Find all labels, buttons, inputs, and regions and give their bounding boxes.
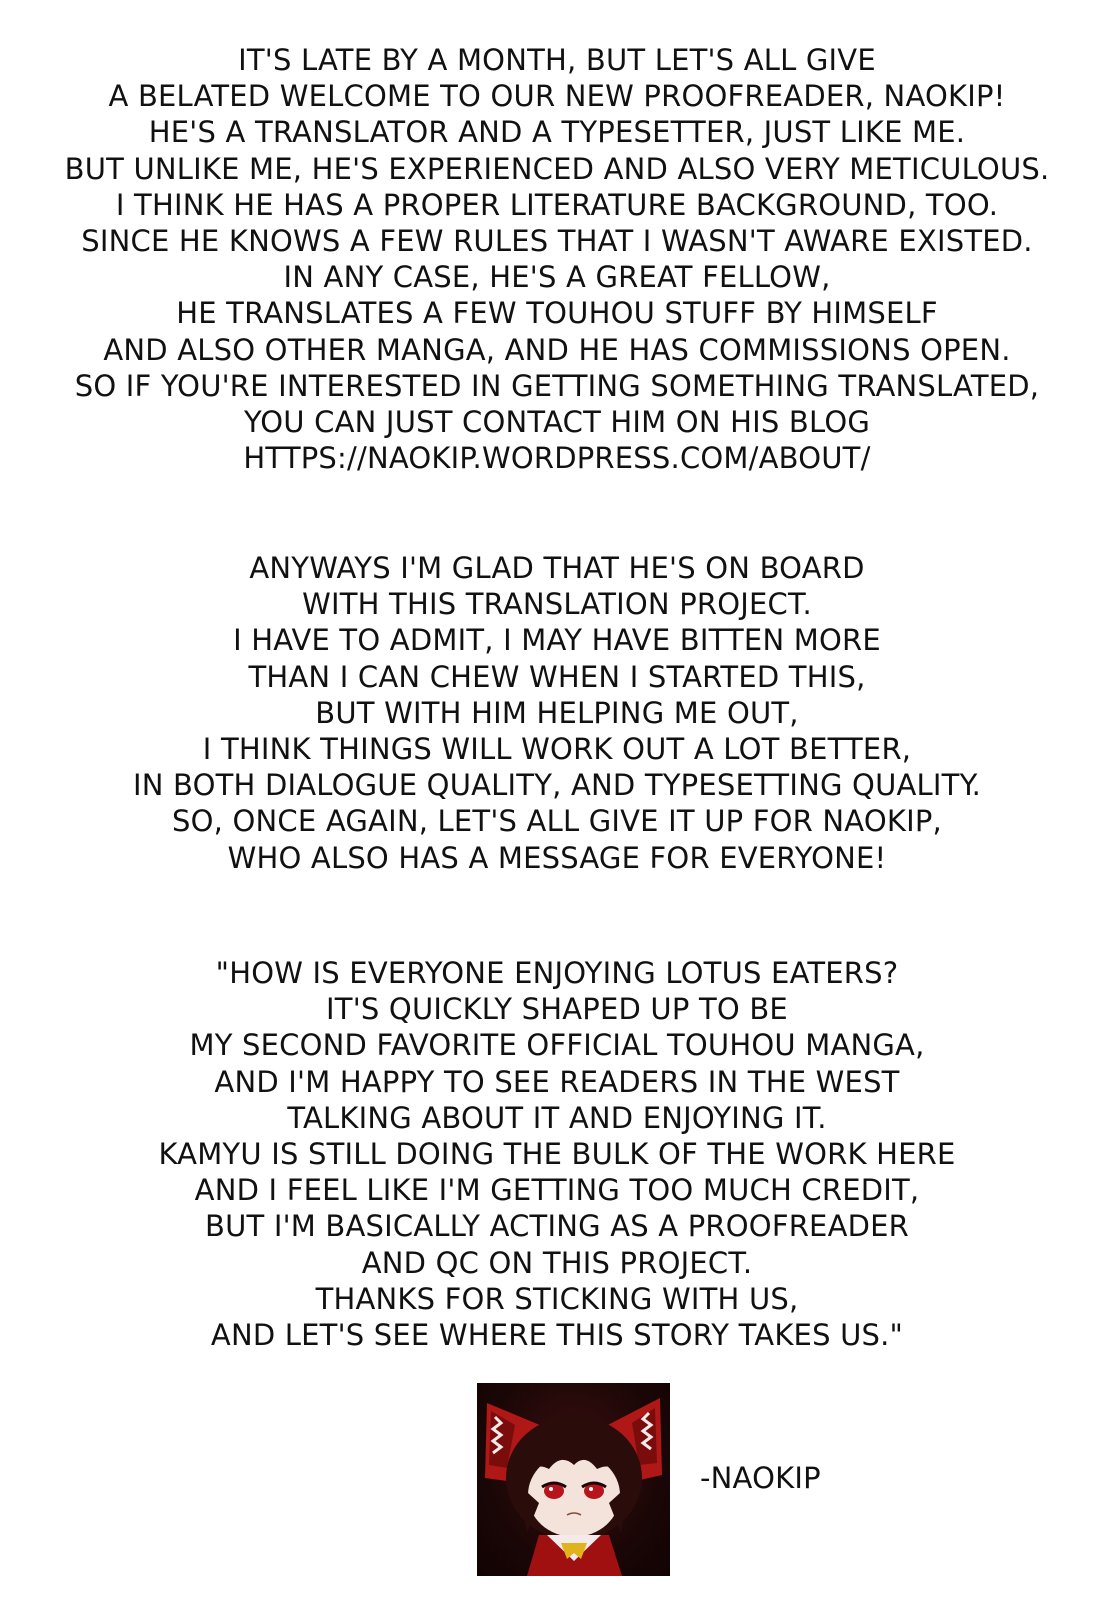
welcome-paragraph <box>0 42 1114 476</box>
text-line: I THINK HE HAS A PROPER LITERATURE BACKGROUND, TOO. <box>115 187 999 222</box>
reimu-plush-avatar-icon <box>477 1383 670 1576</box>
project-paragraph <box>0 550 1114 876</box>
text-line: IT'S LATE BY A MONTH, BUT LET'S ALL GIVE <box>238 43 876 77</box>
text-line: IN BOTH DIALOGUE QUALITY, AND TYPESETTING QUALITY. <box>132 768 982 803</box>
text-line: IN ANY CASE, HE'S A GREAT FELLOW, <box>283 260 831 295</box>
text-line: ANYWAYS I'M GLAD THAT HE'S ON BOARD <box>249 551 865 585</box>
text-line: AND I'M HAPPY TO SEE READERS IN THE WEST <box>214 1064 900 1099</box>
text-line: IT'S QUICKLY SHAPED UP TO BE <box>326 992 788 1027</box>
text-line: THAN I CAN CHEW WHEN I STARTED THIS, <box>248 659 866 694</box>
text-line: MY SECOND FAVORITE OFFICIAL TOUHOU MANGA, <box>189 1028 925 1063</box>
text-line: BUT UNLIKE ME, HE'S EXPERIENCED AND ALSO VERY METICULOUS. <box>64 151 1050 186</box>
text-line: "HOW IS EVERYONE ENJOYING LOTUS EATERS? <box>215 956 899 990</box>
text-line: YOU CAN JUST CONTACT HIM ON HIS BLOG <box>243 404 871 439</box>
text-line: SO IF YOU'RE INTERESTED IN GETTING SOMETHING TRANSLATED, <box>74 368 1040 403</box>
text-line: WITH THIS TRANSLATION PROJECT. <box>302 587 812 622</box>
text-line: SINCE HE KNOWS A FEW RULES THAT I WASN'T AWARE EXISTED. <box>81 223 1033 258</box>
text-line: HE'S A TRANSLATOR AND A TYPESETTER, JUST LIKE ME. <box>148 115 966 150</box>
signature-avatar <box>477 1383 670 1576</box>
blog-url-text: HTTPS://NAOKIP.WORDPRESS.COM/ABOUT/ <box>243 441 871 476</box>
text-line: KAMYU IS STILL DOING THE BULK OF THE WORK HERE <box>158 1136 956 1171</box>
text-line: TALKING ABOUT IT AND ENJOYING IT. <box>287 1100 827 1135</box>
text-line: I HAVE TO ADMIT, I MAY HAVE BITTEN MORE <box>233 623 881 658</box>
text-line: I THINK THINGS WILL WORK OUT A LOT BETTER, <box>202 731 912 766</box>
text-line: AND I FEEL LIKE I'M GETTING TOO MUCH CREDIT, <box>194 1173 920 1208</box>
quote-paragraph <box>0 955 1114 1353</box>
text-line: A BELATED WELCOME TO OUR NEW PROOFREADER, NAOKIP! <box>108 79 1006 114</box>
text-line: AND LET'S SEE WHERE THIS STORY TAKES US." <box>210 1317 904 1352</box>
text-line: HE TRANSLATES A FEW TOUHOU STUFF BY HIMSELF <box>176 296 938 331</box>
text-line: BUT I'M BASICALLY ACTING AS A PROOFREADER <box>204 1209 910 1244</box>
text-line: THANKS FOR STICKING WITH US, <box>315 1281 799 1316</box>
text-line: AND QC ON THIS PROJECT. <box>361 1245 753 1280</box>
text-line: SO, ONCE AGAIN, LET'S ALL GIVE IT UP FOR NAOKIP, <box>172 804 942 839</box>
text-line: WHO ALSO HAS A MESSAGE FOR EVERYONE! <box>227 840 887 875</box>
text-line: AND ALSO OTHER MANGA, AND HE HAS COMMISSIONS OPEN. <box>103 332 1011 367</box>
text-line: BUT WITH HIM HELPING ME OUT, <box>315 695 799 730</box>
signature-name: -NAOKIP <box>700 1461 821 1495</box>
